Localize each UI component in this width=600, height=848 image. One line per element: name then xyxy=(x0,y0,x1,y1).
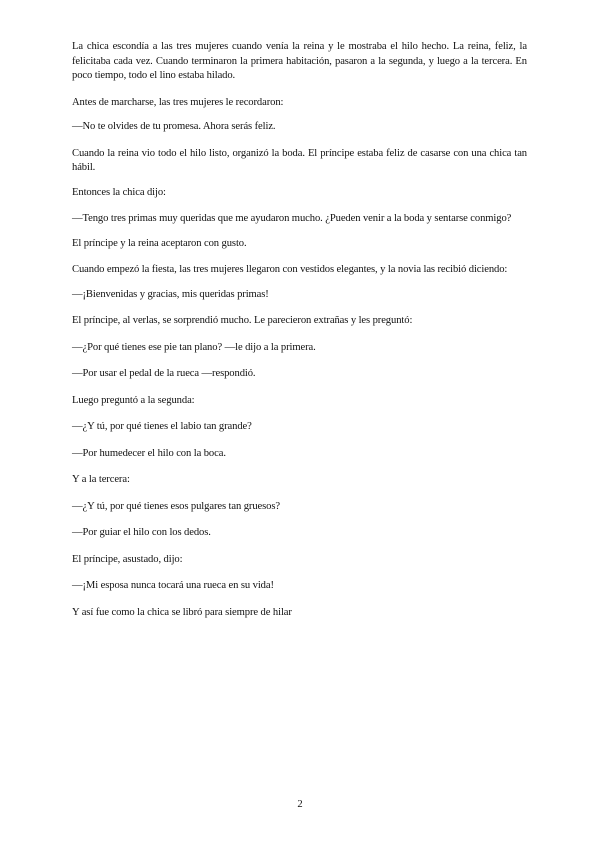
paragraph: —Por usar el pedal de la rueca —respondió. xyxy=(72,368,256,379)
paragraph: El príncipe, asustado, dijo: xyxy=(72,553,183,565)
paragraph: Antes de marcharse, las tres mujeres le recordaron: xyxy=(72,96,284,108)
paragraph: —No te olvides de tu promesa. Ahora serás feliz. xyxy=(72,121,276,132)
paragraph: —¡Bienvenidas y gracias, mis queridas primas! xyxy=(72,288,269,300)
paragraph: Cuando empezó la fiesta, las tres mujeres llegaron con vestidos elegantes, y la novia las recibió diciendo: xyxy=(72,264,508,275)
paragraph: Y así fue como la chica se libró para siempre de hilar xyxy=(72,606,292,618)
paragraph: —Por humedecer el hilo con la boca. xyxy=(72,447,226,459)
paragraph: —Tengo tres primas muy queridas que me ayudaron mucho. ¿Pueden venir a la boda y sentarse conmigo? xyxy=(72,213,512,224)
paragraph: Luego preguntó a la segunda: xyxy=(72,394,195,406)
paragraph: El príncipe y la reina aceptaron con gusto. xyxy=(72,237,247,249)
document-body xyxy=(72,40,527,630)
paragraph: —¿Por qué tienes ese pie tan plano? —le dijo a la primera. xyxy=(72,341,316,353)
paragraph: —¿Y tú, por qué tienes el labio tan grande? xyxy=(72,421,252,432)
paragraph: Entonces la chica dijo: xyxy=(72,186,166,198)
paragraph: El príncipe, al verlas, se sorprendió mucho. Le parecieron extrañas y les preguntó: xyxy=(72,315,413,326)
paragraph: Cuando la reina vio todo el hilo listo, organizó la boda. El príncipe estaba feliz de casarse con una chica tan hábil. xyxy=(72,147,527,173)
paragraph: Y a la tercera: xyxy=(72,474,130,485)
paragraph: La chica escondía a las tres mujeres cuando venía la reina y le mostraba el hilo hecho. La reina, feliz, la felicitaba cada vez. Cuando terminaron la primera habitación, pasaron a la segunda, y luego a la tercera. En poco tiempo, todo el lino estaba hilado. xyxy=(72,41,527,81)
paragraph: —Por guiar el hilo con los dedos. xyxy=(72,527,211,538)
paragraph: —¡Mi esposa nunca tocará una rueca en su vida! xyxy=(72,580,274,591)
paragraph: —¿Y tú, por qué tienes esos pulgares tan gruesos? xyxy=(72,500,280,512)
page-number: 2 xyxy=(297,799,303,810)
